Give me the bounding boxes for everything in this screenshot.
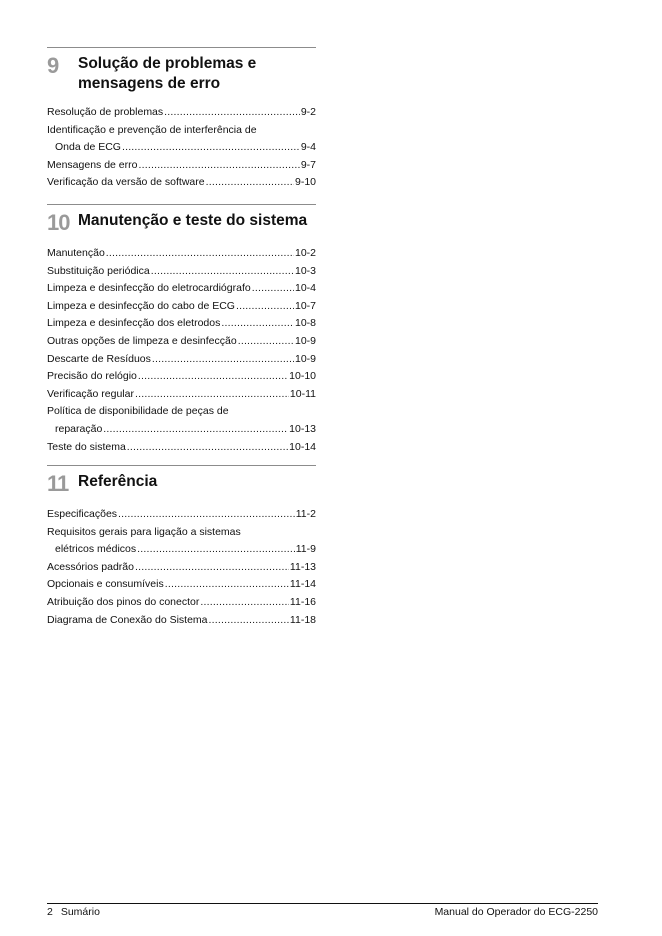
section-title-line: Solução de problemas e [78,55,257,72]
toc-entry[interactable]: Mensagens de erro ..... 9-7 [47,157,316,175]
footer-section-name: Sumário [60,906,100,918]
section-title: Referência [78,473,158,490]
toc-entry[interactable]: reparação ..... 10-13 [47,421,316,439]
section-number: 10 [47,210,70,235]
section-header [47,472,316,496]
section-number: 11 [47,471,69,496]
toc-entries [47,506,316,629]
toc-entry[interactable]: Substituição periódica ..... 10-3 [47,263,316,281]
toc-entry[interactable]: Limpeza e desinfecção do eletrocardiógrafo ..... 10-4 [47,280,316,298]
page-footer [47,903,598,918]
toc-entry[interactable]: Resolução de problemas ..... 9-2 [47,104,316,122]
toc-entry-line1[interactable]: Identificação e prevenção de interferência de [47,123,257,136]
toc-entry-line1[interactable]: Requisitos gerais para ligação a sistemas [47,525,241,538]
toc-section-11 [47,465,316,629]
toc-entry[interactable]: Precisão do relógio ..... 10-10 [47,368,316,386]
toc-entry[interactable]: Manutenção ..... 10-2 [47,245,316,263]
section-divider [47,465,316,466]
section-title: Manutenção e teste do sistema [78,212,308,229]
toc-entries [47,245,316,456]
toc-entry[interactable]: Outras opções de limpeza e desinfecção ..... 10-9 [47,333,316,351]
toc-entry[interactable]: Atribuição dos pinos do conector ..... 11-16 [47,594,316,612]
section-title [78,54,256,94]
section-header [47,54,316,94]
toc-entry[interactable]: Acessórios padrão ..... 11-13 [47,559,316,577]
toc-section-9 [47,47,316,192]
toc-entry[interactable]: Limpeza e desinfecção do cabo de ECG ..... 10-7 [47,298,316,316]
toc-entry[interactable]: Verificação regular ..... 10-11 [47,386,316,404]
toc-entries [47,104,316,192]
page-number: 2 [47,906,53,918]
toc-entry[interactable]: Onda de ECG ..... 9-4 [47,139,316,157]
toc-entry[interactable]: Descarte de Resíduos ..... 10-9 [47,351,316,369]
section-title-line: mensagens de erro [78,75,221,92]
toc-entry[interactable]: Especificações ..... 11-2 [47,506,316,524]
toc-entry-line1[interactable]: Política de disponibilidade de peças de [47,405,229,418]
toc-entry[interactable]: Teste do sistema ..... 10-14 [47,439,316,457]
section-number: 9 [47,53,59,78]
footer-manual-title: Manual do Operador do ECG-2250 [434,906,598,918]
toc-entry[interactable]: Diagrama de Conexão do Sistema ..... 11-18 [47,612,316,630]
section-header [47,211,316,235]
toc-entry[interactable]: Limpeza e desinfecção dos eletrodos ..... 10-8 [47,315,316,333]
footer-left [47,906,108,918]
toc-entry[interactable]: Opcionais e consumíveis ..... 11-14 [47,576,316,594]
toc-entry[interactable]: elétricos médicos ..... 11-9 [47,541,316,559]
toc-section-10 [47,204,316,456]
section-divider [47,204,316,205]
section-divider [47,47,316,48]
toc-entry[interactable]: Verificação da versão de software ..... 9-10 [47,174,316,192]
